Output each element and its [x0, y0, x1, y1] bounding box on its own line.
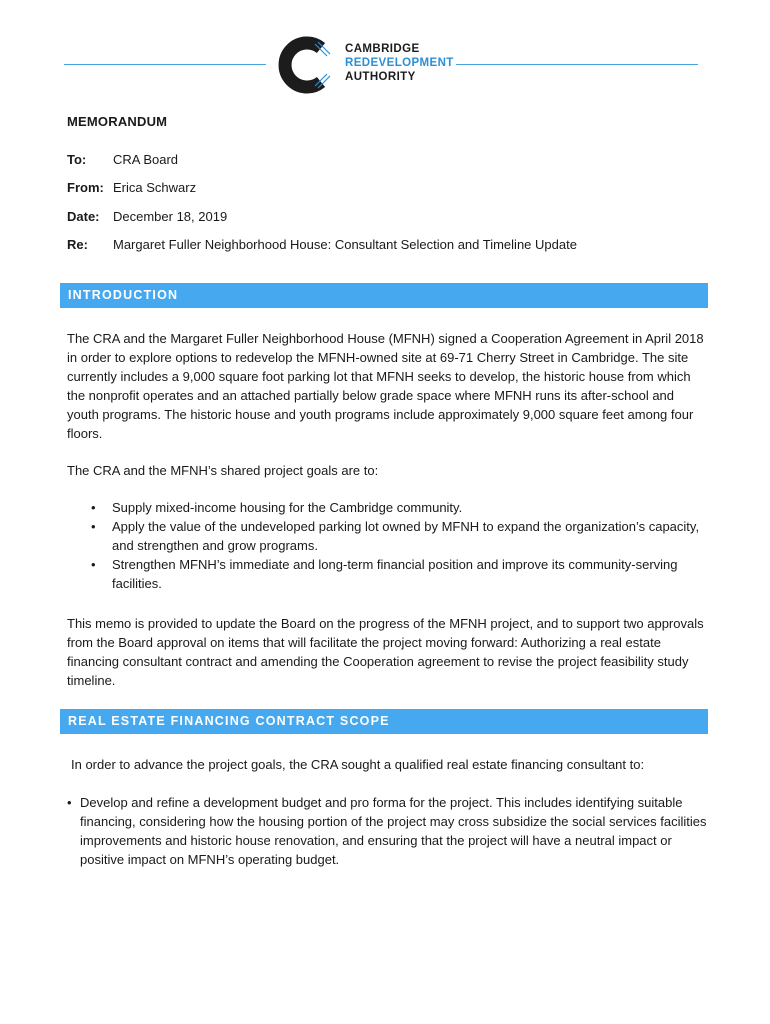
list-item: [67, 517, 707, 555]
intro-paragraph-3: This memo is provided to update the Board on the progress of the MFNH project, and to support two approvals from the Board approval on items that will facilitate the project moving forward: Authorizing a real estate financing consultant contract and amending the Cooperation agreement to revise the project feasibility study timeline.: [67, 616, 704, 688]
scope-bullet-item: [67, 793, 707, 869]
intro-paragraph-1: The CRA and the Margaret Fuller Neighborhood House (MFNH) signed a Cooperation Agreement in April 2018 in order to explore options to redevelop the MFNH-owned site at 69-71 Cherry Street in Cambridge. The site currently includes a 9,000 square foot parking lot that MFNH seeks to develop, the historic house from which the nonprofit operates and an attached partially below grade space where MFNH runs its after-school and youth programs. The historic house and youth programs include approximately 9,000 square feet among four floors.: [67, 331, 704, 441]
to-value: CRA Board: [113, 152, 179, 167]
memo-date-row: [67, 209, 228, 224]
goal-text: Strengthen MFNH’s immediate and long-term financial position and improve its community-serving facilities.: [112, 557, 678, 591]
re-label: Re:: [67, 237, 88, 252]
header-rule-left: [64, 64, 266, 65]
goal-text: Supply mixed-income housing for the Cambridge community.: [112, 500, 463, 515]
section-heading-scope: REAL ESTATE FINANCING CONTRACT SCOPE: [60, 709, 708, 734]
date-label: Date:: [67, 209, 100, 224]
list-item: [67, 555, 707, 593]
list-item: [67, 498, 707, 517]
bullet-icon: •: [91, 519, 96, 534]
section-heading-introduction: INTRODUCTION: [60, 283, 708, 308]
bullet-icon: •: [67, 795, 72, 810]
intro-paragraph-2: The CRA and the MFNH’s shared project goals are to:: [67, 463, 379, 478]
scope-bullet-text: Develop and refine a development budget and pro forma for the project. This includes identifying suitable financing, considering how the housing portion of the project may cross subsidize the social services facilities improvements and historic house renovation, and ensuring that the project will have a neutral impact or positive impact on MFNH’s operating budget.: [80, 795, 707, 867]
from-value: Erica Schwarz: [113, 180, 197, 195]
goals-list: [67, 498, 707, 593]
logo-line-3: AUTHORITY: [345, 71, 416, 83]
scope-paragraph-1: In order to advance the project goals, the CRA sought a qualified real estate financing consultant to:: [71, 757, 645, 772]
to-label: To:: [67, 152, 87, 167]
header-rule-right: [456, 64, 698, 65]
logo-line-1: CAMBRIDGE: [345, 43, 420, 55]
bullet-icon: •: [91, 557, 96, 572]
re-value: Margaret Fuller Neighborhood House: Consultant Selection and Timeline Update: [113, 237, 577, 252]
logo-line-2: REDEVELOPMENT: [345, 57, 454, 69]
goal-text: Apply the value of the undeveloped parking lot owned by MFNH to expand the organization’s capacity, and strengthen and grow programs.: [112, 519, 700, 553]
memo-re-row: [67, 237, 577, 252]
memo-from-row: [67, 180, 197, 195]
logo-wordmark: [345, 42, 454, 84]
date-value: December 18, 2019: [113, 209, 228, 224]
memo-title: MEMORANDUM: [67, 114, 168, 129]
bullet-icon: •: [91, 500, 96, 515]
memo-to-row: [67, 152, 179, 167]
cra-c-logo-icon: [275, 34, 337, 96]
from-label: From:: [67, 180, 104, 195]
